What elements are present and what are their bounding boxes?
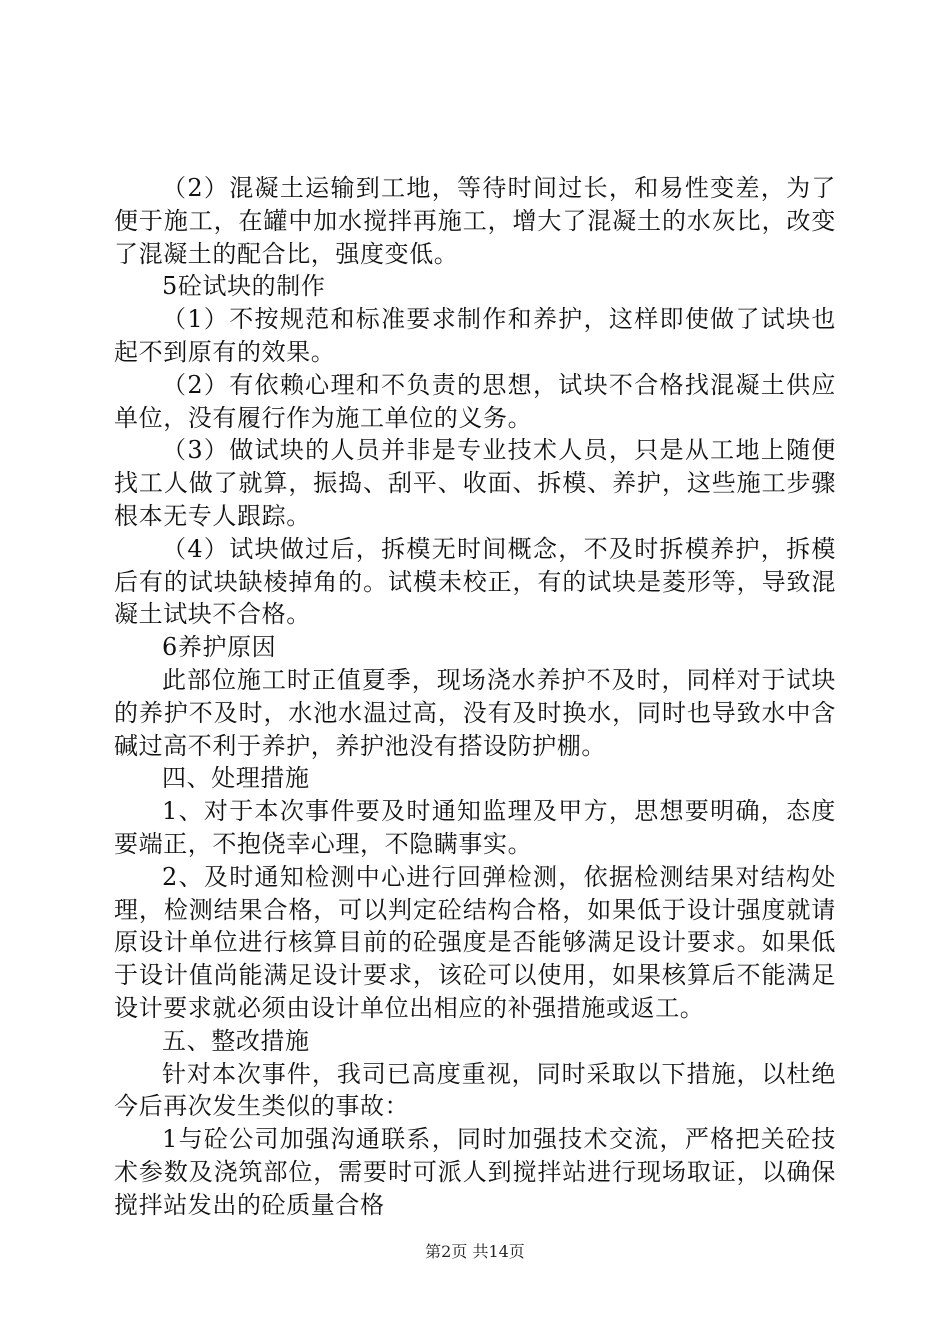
- page-number-footer: 第2页 共14页: [425, 1242, 525, 1261]
- section-heading: 5砼试块的制作: [162, 272, 326, 301]
- paragraph: （3）做试块的人员并非是专业技术人员，只是从工地上随便找工人做了就算，振捣、刮平、收面、拆模、养护，这些施工步骤根本无专人跟踪。: [114, 436, 836, 530]
- section-heading: 6养护原因: [162, 633, 277, 662]
- paragraph: 此部位施工时正值夏季，现场浇水养护不及时，同样对于试块的养护不及时，水池水温过高，没有及时换水，同时也导致水中含碱过高不利于养护，养护池没有搭设防护棚。: [114, 665, 836, 760]
- paragraph: （1）不按规范和标准要求制作和养护，这样即使做了试块也起不到原有的效果。: [114, 305, 836, 366]
- document-body: [114, 172, 836, 1222]
- paragraph: （2）有依赖心理和不负责的思想，试块不合格找混凝土供应单位，没有履行作为施工单位的义务。: [114, 370, 836, 432]
- paragraph: 1与砼公司加强沟通联系，同时加强技术交流，严格把关砼技术参数及浇筑部位，需要时可派人到搅拌站进行现场取证，以确保搅拌站发出的砼质量合格: [114, 1125, 836, 1219]
- paragraph: （2）混凝土运输到工地，等待时间过长，和易性变差，为了便于施工，在罐中加水搅拌再施工，增大了混凝土的水灰比，改变了混凝土的配合比，强度变低。: [114, 174, 836, 268]
- paragraph: 2、及时通知检测中心进行回弹检测，依据检测结果对结构处理，检测结果合格，可以判定砼结构合格，如果低于设计强度就请原设计单位进行核算目前的砼强度是否能够满足设计要求。如果低于设计值尚能满足设计要求，该砼可以使用，如果核算后不能满足设计要求就必须由设计单位出相应的补强措施或返工。: [114, 862, 836, 1022]
- section-heading: 五、整改措施: [162, 1026, 310, 1055]
- paragraph: 1、对于本次事件要及时通知监理及甲方，思想要明确，态度要端正，不抱侥幸心理，不隐瞒事实。: [114, 797, 836, 858]
- paragraph: （4）试块做过后，拆模无时间概念，不及时拆模养护，拆模后有的试块缺棱掉角的。试模未校正，有的试块是菱形等，导致混凝土试块不合格。: [114, 534, 836, 629]
- section-heading: 四、处理措施: [162, 764, 310, 793]
- paragraph: 针对本次事件，我司已高度重视，同时采取以下措施，以杜绝今后再次发生类似的事故：: [114, 1059, 836, 1121]
